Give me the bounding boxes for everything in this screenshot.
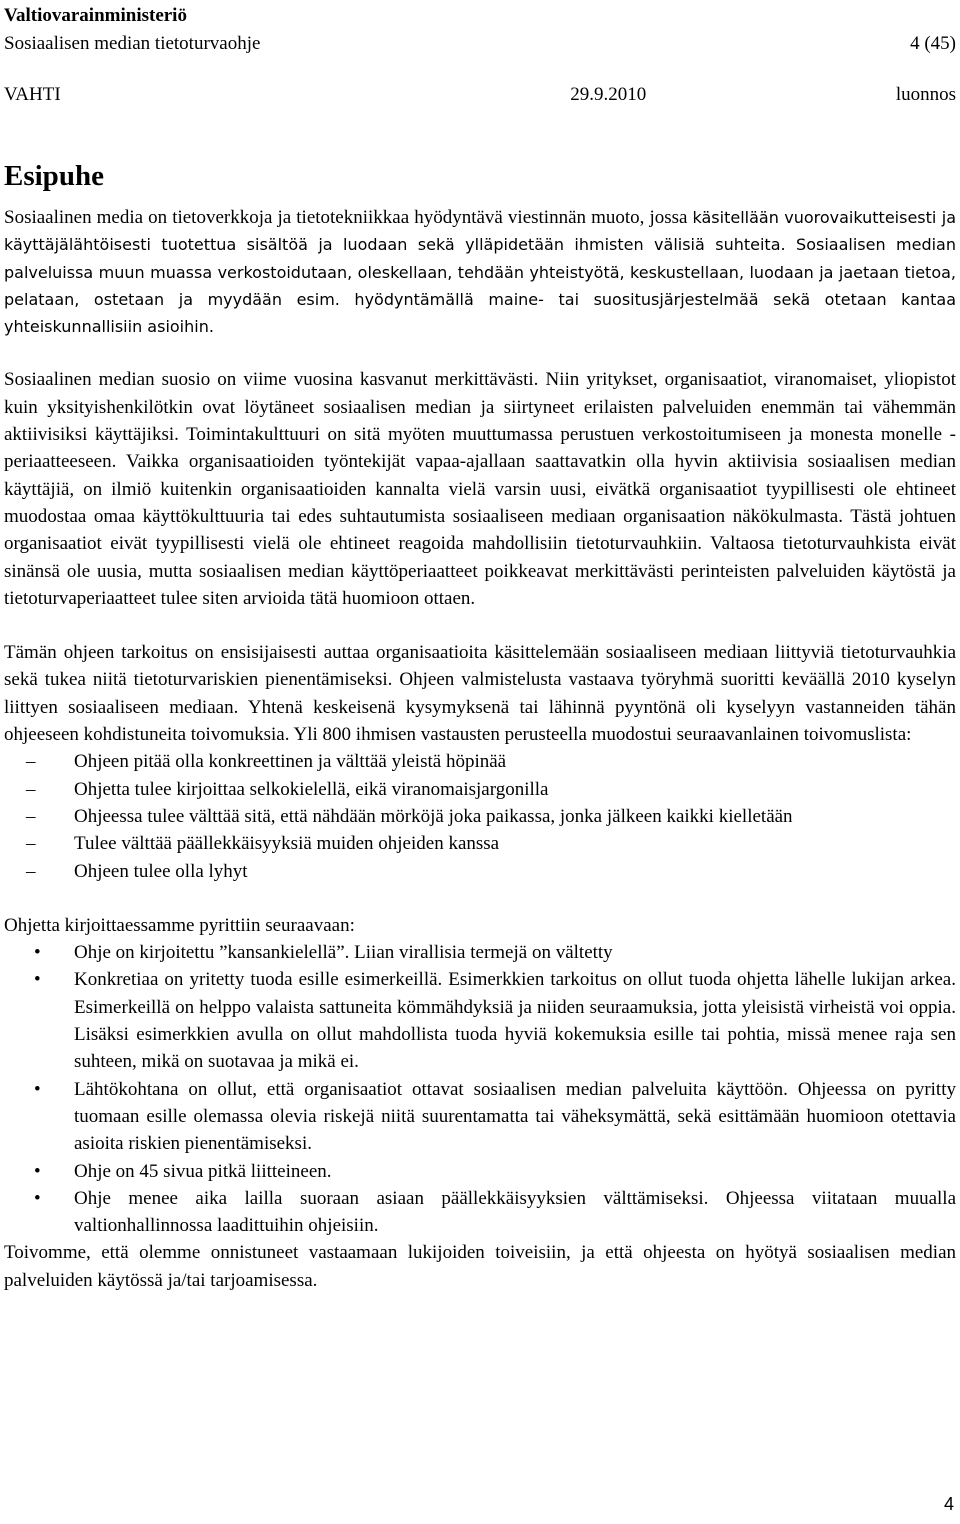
- intro-rest-text: Sosiaalisen median palveluissa muun muassa verkostoidutaan, oleskellaan, tehdään yhteistyötä, keskustellaan, luodaan ja jaetaan tietoa, pelataan, ostetaan ja myydään esim. hyödyntämällä maine- tai suositusjärjestelmää sekä otetaan kantaa yhteiskunnallisiin asioihin.: [4, 235, 956, 337]
- paragraph-intro: [4, 204, 956, 340]
- header-row-1: [4, 30, 956, 58]
- document-title: Sosiaalisen median tietoturvaohje: [4, 33, 261, 54]
- paragraph-closing: Toivomme, että olemme onnistuneet vastaamaan lukijoiden toiveisiin, ja että ohjeesta on hyötyä sosiaalisen median palveluiden käytössä ja/tai tarjoamisessa.: [4, 1242, 956, 1291]
- dash-marker: –: [26, 860, 36, 882]
- page-number: 4: [943, 1494, 954, 1514]
- dash-marker: –: [26, 833, 36, 855]
- bullet-marker: •: [34, 1160, 41, 1182]
- page-count: 4 (45): [910, 33, 956, 54]
- list-item: – Ohjetta tulee kirjoittaa selkokielellä, eikä viranomaisjargonilla: [4, 776, 956, 803]
- page-header: [4, 2, 956, 109]
- document-date: 29.9.2010: [570, 84, 647, 105]
- document-body: [4, 158, 956, 1294]
- document-status: luonnos: [895, 84, 956, 105]
- list-item: • Lähtökohtana on ollut, että organisaatiot ottavat sosiaalisen median palveluita käyttöön. Ohjeessa on pyritty tuomaan esille olemassa olevia riskejä niitä suurentamatta tai väheksymättä, sekä esittämään huomioon otettavia asioita riskien pienentämiseksi.: [4, 1076, 956, 1158]
- bullet-marker: •: [34, 1187, 41, 1209]
- list-item: • Ohje on kirjoitettu ”kansankielellä”. Liian virallisia termejä on vältetty: [4, 939, 956, 966]
- intro-sans-text: käsitellään vuorovaikutteisesti ja käyttäjälähtöisesti tuotettua sisältöä ja luodaan sekä ylläpidetään ihmisten välisiä suhteita.: [4, 208, 956, 255]
- header-row-2: [4, 81, 956, 109]
- dash-marker: –: [26, 751, 36, 773]
- paragraph-popularity: Sosiaalinen median suosio on viime vuosina kasvanut merkittävästi. Niin yritykset, organisaatiot, viranomaiset, yliopistot kuin yksityishenkilötkin ovat löytäneet sosiaalisen median ja siirtyneet erilaisten palveluiden enemmän tai vähemmän aktiivisiksi käyttäjiksi. Toimintakulttuuri on sitä myöten muuttumassa perustuen verkostoitumiseen ja monesta monelle -periaatteeseen. Vaikka organisaatioiden työntekijät vapaa-ajallaan saattavatkin olla hyvin aktiivisia sosiaalisen median käyttäjiä, on ilmiö kuitenkin organisaatioiden kannalta vielä varsin uusi, eivätkä organisaatiot tyypillisesti ole ehtineet muodostaa omaa käyttökulttuuria tai edes suhtautumista sosiaaliseen mediaan organisaation näkökulmasta. Tästä johtuen organisaatiot eivät tyypillisesti vielä ole ehtineet reagoida mahdollisiin tietoturvauhkiin. Valtaosa tietoturvauhkista eivät sinänsä ole uusia, mutta sosiaalisen median käyttöperiaatteet poikkeavat merkittävästi perinteisten palveluiden käytöstä ja tietoturvaperiaatteet tulee siten arvioida tätä huomioon ottaen.: [4, 369, 956, 609]
- list-item: – Ohjeen pitää olla konkreettinen ja välttää yleistä höpinää: [4, 748, 956, 775]
- series-label: VAHTI: [4, 84, 61, 105]
- bullet-marker: •: [34, 942, 41, 964]
- list-item: – Ohjeen tulee olla lyhyt: [4, 858, 956, 885]
- section-heading: Esipuhe: [4, 160, 104, 192]
- list-item: • Ohje on 45 sivua pitkä liitteineen.: [4, 1158, 956, 1185]
- paragraph-goals-intro: Ohjetta kirjoittaessamme pyrittiin seuraavaan:: [4, 914, 355, 936]
- paragraph-purpose: Tämän ohjeen tarkoitus on ensisijaisesti auttaa organisaatioita käsittelemään sosiaaliseen mediaan liittyviä tietoturvauhkia sekä tukea niitä tietoturvariskien pienentämiseksi. Ohjeen valmistelusta vastaava työryhmä suoritti keväällä 2010 kyselyn liittyen sosiaaliseen mediaan. Yhtenä keskeisenä kysymyksenä tai lähinnä pyyntönä oli kyselyyn vastanneiden tähän ohjeeseen kohdistuneita toivomuksia. Yli 800 ihmisen vastausten perusteella muodostui seuraavanlainen toivomuslista:: [4, 642, 956, 746]
- bullet-marker: •: [34, 1078, 41, 1100]
- list-item: – Tulee välttää päällekkäisyyksiä muiden ohjeiden kanssa: [4, 830, 956, 857]
- intro-line-1: Sosiaalinen media on tietoverkkoja ja tietotekniikkaa hyödyntävä viestinnän muoto, jossa: [4, 207, 688, 228]
- list-item: • Ohje menee aika lailla suoraan asiaan päällekkäisyyksien välttämiseksi. Ohjeessa viitataan muualla valtionhallinnossa laadittuihin ohjeisiin.: [4, 1185, 956, 1240]
- ministry-name: Valtiovarainministeriö: [4, 5, 187, 26]
- bullet-marker: •: [34, 969, 41, 991]
- goal-list: [4, 939, 956, 1239]
- list-item: – Ohjeessa tulee välttää sitä, että nähdään mörköjä joka paikassa, jonka jälkeen kaikki kielletään: [4, 803, 956, 830]
- list-item: • Konkretiaa on yritetty tuoda esille esimerkeillä. Esimerkkien tarkoitus on ollut tuoda ohjetta lähelle lukijan arkea. Esimerkeillä on helppo valaista sattuneita kömmähdyksiä ja niiden seuraamuksia, jotta yleisistä virheistä voi oppia. Lisäksi esimerkkien avulla on ollut mahdollista tuoda hyviä kokemuksia esille tai pohtia, missä menee raja sen suhteen, mikä on suotavaa ja mikä ei.: [4, 966, 956, 1075]
- dash-marker: –: [26, 778, 36, 800]
- dash-marker: –: [26, 805, 36, 827]
- wish-list: [4, 748, 956, 884]
